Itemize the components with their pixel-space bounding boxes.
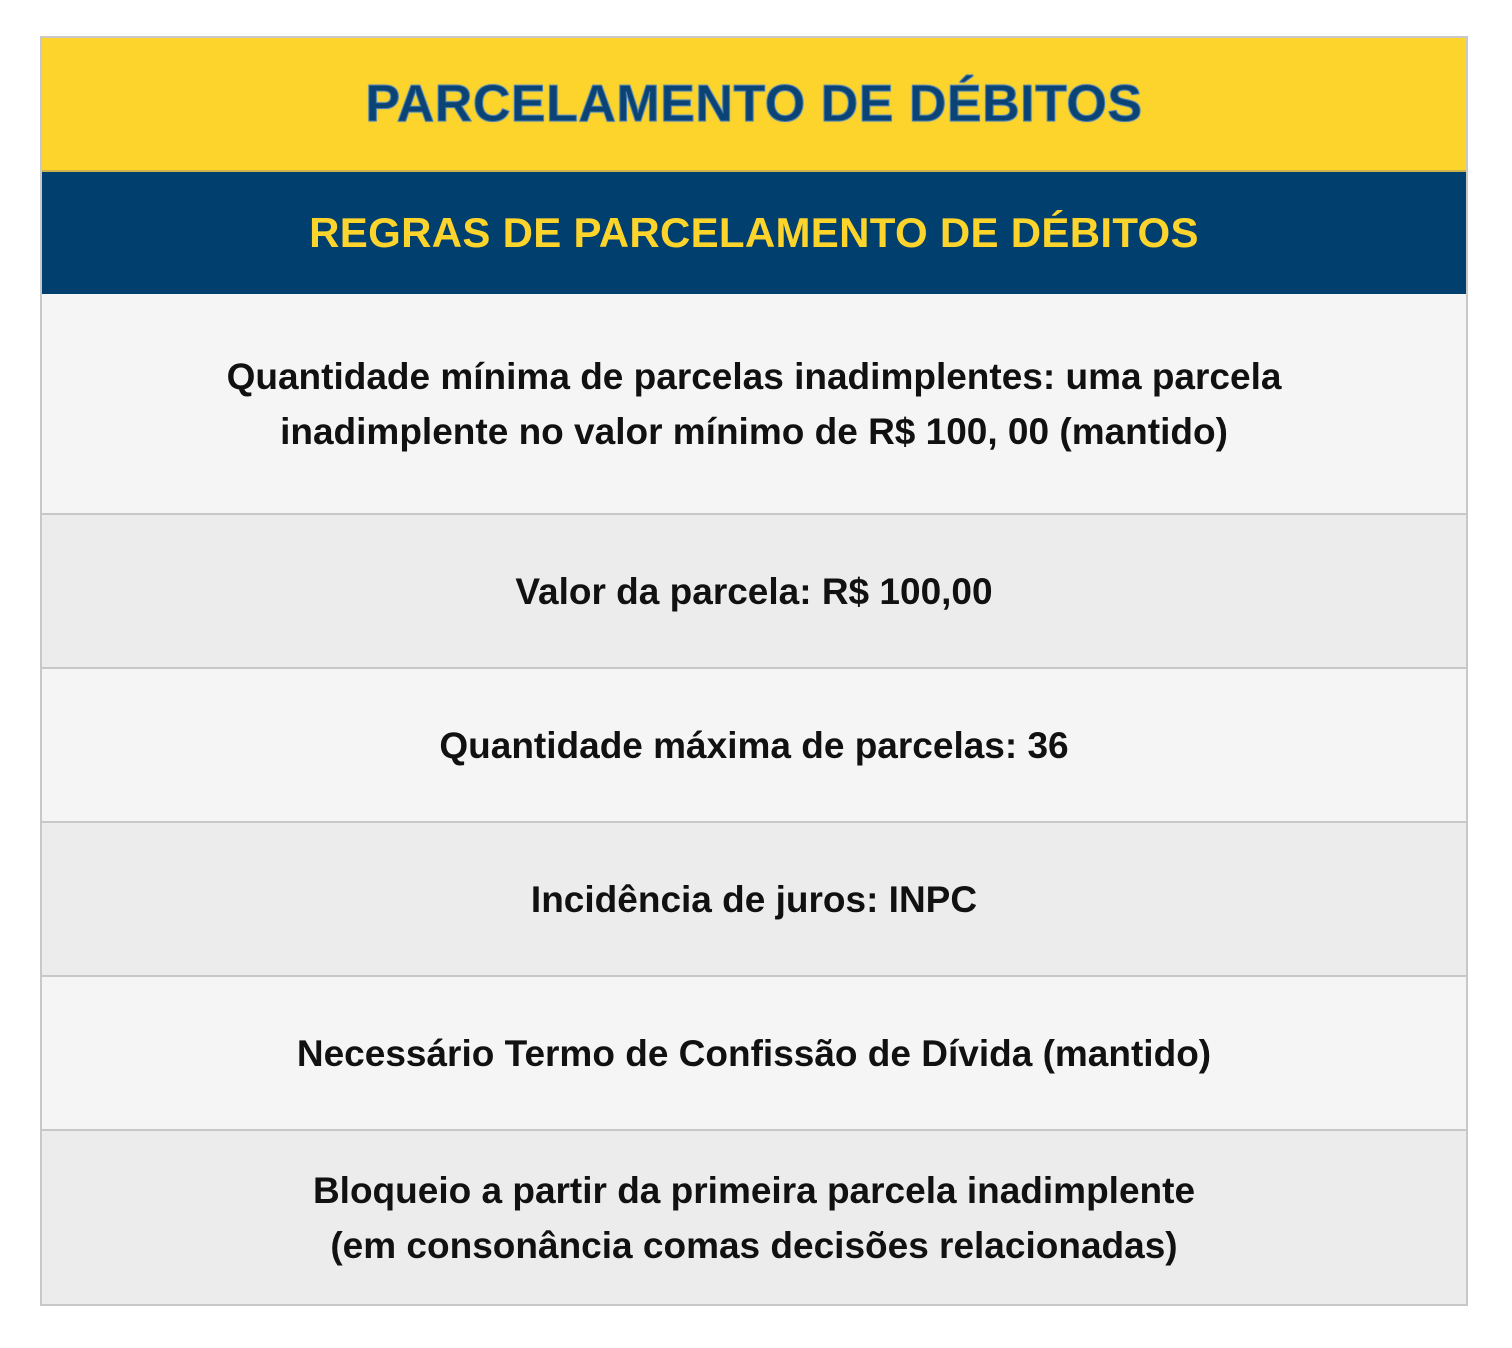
rule-row-interest [42, 821, 1466, 975]
table-heading: REGRAS DE PARCELAMENTO DE DÉBITOS [309, 209, 1199, 256]
rule-text [531, 872, 977, 927]
title-bar [42, 38, 1466, 172]
rule-text [515, 564, 992, 619]
rules-table [40, 36, 1468, 1306]
rule-row-debt-confession [42, 975, 1466, 1129]
rule-row-maximum-installments [42, 667, 1466, 821]
rule-line: Necessário Termo de Confissão de Dívida (mantido) [296, 1032, 1212, 1074]
rule-row-minimum-installments [42, 294, 1466, 513]
rule-row-installment-value [42, 513, 1466, 667]
rule-text [313, 1163, 1195, 1273]
rule-text [297, 1026, 1211, 1081]
rule-line: Incidência de juros: INPC [530, 878, 978, 920]
rule-line: Bloqueio a partir da primeira parcela inadimplente [312, 1169, 1196, 1211]
rule-line: inadimplente no valor mínimo de R$ 100, 00 (mantido) [280, 410, 1228, 452]
subtitle-bar [42, 172, 1466, 294]
page-title: PARCELAMENTO DE DÉBITOS [365, 75, 1143, 133]
rule-line: Valor da parcela: R$ 100,00 [515, 570, 993, 612]
rule-text [439, 718, 1068, 773]
rule-line: Quantidade máxima de parcelas: 36 [439, 724, 1069, 766]
rule-row-blocking [42, 1129, 1466, 1304]
rule-text [227, 349, 1282, 459]
rule-line: (em consonância comas decisões relacionadas) [330, 1224, 1178, 1266]
rule-line: Quantidade mínima de parcelas inadimplentes: uma parcela [226, 355, 1282, 397]
